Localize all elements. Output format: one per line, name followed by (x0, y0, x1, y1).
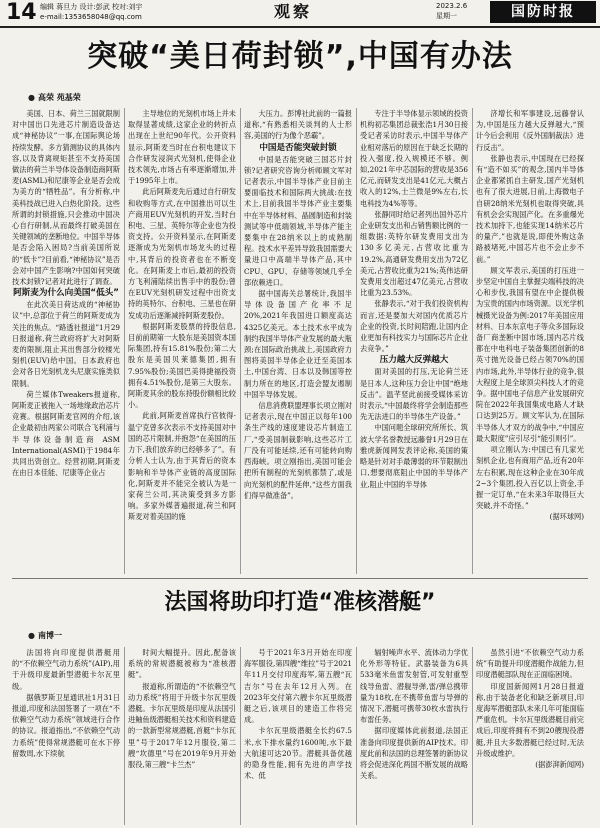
paragraph: 美国、日本、荷兰三国就限制对中国出口先进芯片制造设备达成“神秘协议”一事,在国际舆论场持续发酵。多方猜测协议的具体内容,以及背离规矩甚至不支持美国做法的荷兰半导体设备制造商阿斯麦(ASML)和尼康等企业是否会成为美方的“牺牲品”。有分析称,中美科技战已进入白热化阶段。这些所谓的封锁措施,只会推动中国决心自行研制,从而最终打破美国在关键领域的垄断地位。中国半导体是否会陷入困局?当前美国所说的“低卡”?目前看,“神秘协议”是否会对中国产生影响?中国如何突破技术封锁?记者对此进行了调查。 (12, 109, 120, 287)
paragraph: 在此次美日荷达成的“神秘协议”中,总部位于荷兰的阿斯麦成为关注的焦点。“路透社报道”1月29日报道称,荷兰政府将扩大对阿斯麦的限制,阻止其出售部分较楼光刻机(EUV)给中国。日本政府也会对各日光刻机龙头尼康实施类似限制。 (12, 300, 120, 388)
article2-column-4 (360, 647, 468, 825)
column-divider (124, 108, 125, 574)
paragraph: 法国将向印度提供潜艇用的“不依赖空气动力系统”(AIP),用于升级印度最新型潜艇卡尔瓦里级。 (12, 648, 120, 691)
paragraph: 卡尔瓦里级潜艇全长约67.5米,水下排水量约1600吨,水下最大航速可达20节。潜艇具备优越的隐身性能,拥有先进的声学技术、低 (244, 726, 352, 781)
paragraph: 面对美国的打压,无论荷兰还是日本人,这种压力会让中国“绝地反击”。温芊竖此前接受媒体采访时表示,“中国最终将学会制造那些先无法进口的半导体生产设备。” (360, 367, 468, 422)
article1-column-1 (12, 108, 120, 574)
paragraph: 时间大幅提升。因此,配备该系统的常规潜艇被称为“准核潜艇”。 (128, 648, 236, 680)
page-number: 14 (6, 0, 37, 25)
paragraph: 印度国新闻网1月28日报道称,由于装备老化和缺乏新项目,印度海军潜艇部队未来几年可能面临严重危机。卡尔瓦里级潜艇目前完成后,印度将拥有不到20艘现役潜艇,并且大多数潜艇已经过时,无法升级或维护。 (476, 681, 584, 758)
paragraph: 专注于半导体显示领域的投资机构初芯集团总裁张浩1月30日接受记者采访时表示,中国半导体产业相对落后的原因在于缺乏长期的投入强度,投入规模还不够。例如,2021年中芯国际的营收是356亿元,而研发支出是41亿元,大概占收入的12%,士兰微是9%左右,长电科技为4%等等。 (360, 109, 468, 208)
paragraph: 辐射噪声水平、流体动力学优化外形等特征。武器装备为6具533毫米鱼雷发射管,可发射重型线导鱼雷、潜舰导弹,雷/弹总携带量为18枚,在不携带鱼雷与导弹的情况下,潜艇可携带30枚水雷执行布雷任务。 (360, 648, 468, 725)
paragraph: 主导地位的光刻机市场上并未取得显著成绩,这家企业的转折点出现在上世纪90年代。公开资料显示,阿斯麦当时在台积电建议下合作研发浸润式光刻机,使得企业技术领先,市场占有率逐渐增加,并于1995年上市。 (128, 109, 236, 186)
subheading: 压力越大反弹越大 (379, 355, 449, 366)
article1-column-5 (476, 108, 584, 574)
column-divider (472, 108, 473, 574)
paragraph: 中国问题全球研究所所长、筑波大学名誉教授远藤誉1月29日在雅虎新闻网发表评论称,美国的策略是针对对手最薄弱的环节限制出口,想要彻底阻止中国的半导体产业,阻止中国的半导体 (360, 423, 468, 489)
paragraph: 根据阿斯麦股票的持股信息,目前前期第一大股东是美国资本国际集团,持有15.81%股份;第二大股东是美国贝莱德集团,拥有7.95%股份;美国巴美得捷福投资拥有4.51%股份,是第三大股东。阿斯麦其余的股东持股份额相比较小。 (128, 321, 236, 410)
subheading: 阿斯麦为什么向美国“低头” (13, 288, 119, 299)
paragraph: 据中国海关总署统计,我国半导体设备国产化率不足20%,2021年我国进口额度高达4325亿美元。本土技术水平成为制约我国半导体产业发展的最大瓶颈;在国际政治挑战上,美国政府力图将美国半导体企业迁至美国本土,中国台湾、日本以及韩国等控制力所在的地区,打造会盟友遏制中国半导体发展。 (244, 289, 352, 399)
article1-byline (28, 93, 81, 103)
source-credit: (据澎湃新闻网) (535, 760, 584, 770)
subheading: 中国是否能突破封锁 (259, 142, 337, 153)
header-rule (0, 26, 600, 28)
paragraph: 据印度媒体此前报道,法国正准备向印度提供新的AIP技术。印度此前和法国的总理签署的新协议将会促进深化两国不断发展的战略关系。 (360, 726, 468, 781)
paragraph: 中国是否能突破三国芯片封锁?记者研究咨询分析师顾文军对记者表示,中国半导体产业目前主要面临技术和国际两大挑战:在技术上,目前我国半导体产业主要集中在半导体材料、晶圆制造和封装测试等中低端领域,半导体产能主要集中在28纳米以上的成熟制程。技术水平差异导致我国需要大量进口中高端半导体产品,其中CPU、GPU、存储等领域几乎全部依赖进口。 (244, 154, 352, 287)
newspaper-masthead: 国防时报 (490, 1, 596, 23)
article1-column-2 (128, 108, 236, 574)
paragraph: 项立刚认为:中国已有几家光刻机企业,也有商用产品,近有20年左右积累,现在这种企业在30年成2~3个集团,投入百亿以上资金,手握一定订单,“在未来3年取得巨大突破,并不奇怪。” (476, 445, 584, 511)
editor-credits: 编辑 蒋旦力 设计:彭武 校对:刘宇 (40, 3, 143, 11)
page-header (0, 0, 600, 28)
paragraph: 张静表示,“对于我们投资机构而言,还是要加大对国内优质芯片企业的投资,长时间陪跑,让国内企业更加有科技实力与国际芯片企业去竞争。” (360, 299, 468, 354)
byline-bullet-icon: ● (28, 631, 35, 640)
paragraph: 此后阿斯麦先后通过自行研发和收购等方式,在中国推出可以生产商用EUV光刻机的开发,当时台积电、三星、英特尔等企业也为投资支持。公开资料显示,在阿斯麦逐渐成为光刻机市场龙头的过程中,其背后的投资者也在不断变化。在阿斯麦上市后,最初的投资方飞利浦陆续出售手中的股份;曾在EUV光刻机研发过程中出资支持的英特尔、台积电、三星也在研发成功后逐渐减持阿斯麦股份。 (128, 187, 236, 320)
paragraph: 济增长和军事建设,远藤誉认为,中国是压力越大反弹越大,“预计今后会利用《反外国制裁法》进行反击”。 (476, 109, 584, 152)
paragraph: 荷兰媒体Tweakers报道称,阿斯麦正被拖入一场地缘政治芯片竞赛。根据阿斯麦官网的介绍,该企业最初由两家公司联合飞利浦与半导体设备制造商 ASM International(ASMI)于1984年共同出资创立。经营初期,阿斯麦在由日本佳能、尼康等企业占 (12, 389, 120, 478)
paragraph: 顾文军表示,美国的打压进一步坚定中国自主掌握尖端科技的决心和步伐,我国有望在中企提供极为宝贵的国内市场资源。以光学机械摄光设备为例:2017年美国应用材料、日本东京电子等众多国际设备厂商垄断中国市场,国内芯片线都在中电科电子装备集团创新的8英寸抛光设备已经占领70%的国内市场,此外,半导体行业的竞争,很大程度上是全球顶尖科技人才的竞争。据中国电子信息产业发展研究院在2022年我国集成电路人才缺口达到25万。顾文军认为,在国际半导体人才双方的战争中,“中国应最大限度”应引尽引“能引则引”。 (476, 265, 584, 443)
editor-email: e-mail:1353658048@qq.com (40, 13, 142, 21)
article1-column-3 (244, 108, 352, 574)
article-divider (12, 578, 588, 579)
issue-date: 2023.2.6 (436, 2, 468, 10)
paragraph: 此前,阿斯麦首席执行官彼得·温宁克曾多次表示不支持美国对中国的芯片限制,并抱怨“在美国的压力下,我们放弃的已经够多了”。有分析人士认为,由于其背后的资本影响和半导体产业链的高度国际化,阿斯麦并不能完全被认为是一家荷兰公司,其决策受到多方影响。多家外媒普遍报道,荷兰和阿斯麦对着美国的施 (128, 411, 236, 522)
article1-column-4 (360, 108, 468, 574)
section-title: 观察 (274, 2, 313, 21)
paragraph: 大压力。彭博社此前的一篇报道称,“有熟悉相关谈判的人士形容,美国的行为像个恶霸”。 (244, 109, 352, 141)
paragraph: 张静也表示,中国现在已经探有“造不如买”的观念,国内半导体企业都紧抓自主研发,国产光刻机也有了很大进展,日前,上海微电子自研28纳米光刻机也取得突破,具有机会会实现国产化。在多重爆光技术加持下,也能实现14纳米芯片的量产,”也就是说,即使外购这条路被堵死,中国芯片也不会止步不前。” (476, 153, 584, 264)
paragraph: 张静同时给记者列出国外芯片企业研发支出和占销售额比例的一组数据:英特尔研发费用支出为130多亿美元,占营收比重为19.2%,高通研发费用支出为72亿美元,占营收比重为21%;英伟达研发费用支出超过47亿美元,占营收比重为23.53%。 (360, 209, 468, 298)
paragraph: 号于2021年3月开始在印度海军服役,第四艘“维拉”号于2021年11月交付印度海军,第五艘“瓦吉尔”号在去年12月入列。在2023年交付第六艘卡尔瓦里级潜艇之后,该项目的建造工作将完成。 (244, 648, 352, 725)
column-divider (240, 108, 241, 574)
column-divider (356, 647, 357, 825)
column-divider (472, 647, 473, 825)
column-divider (124, 647, 125, 825)
article2-column-2 (128, 647, 236, 825)
article2-byline (28, 631, 62, 641)
article2-headline: 法国将助印打造“准核潜艇” (164, 590, 436, 615)
paragraph: 虽然引进“不依赖空气动力系统”有助提升印度潜艇作战能力,但印度潜艇部队现在正面临困境。 (476, 648, 584, 680)
column-divider (356, 108, 357, 574)
source-credit: (据环球网) (549, 512, 584, 522)
paragraph: 据俄罗斯卫星通讯社1月31日报道,印度和法国签署了一项在“不依赖空气动力系统”领域进行合作的协议。报道指出,“不依赖空气动力系统”使得常规潜艇可在水下停留数周,水下续航 (12, 692, 120, 758)
article2-column-3 (244, 647, 352, 825)
article1-author: 高荣 苑基荣 (37, 93, 81, 102)
article2-column-5 (476, 647, 584, 825)
issue-weekday: 星期一 (436, 12, 457, 20)
byline-bullet-icon: ● (28, 93, 35, 102)
article2-column-1 (12, 647, 120, 825)
article2-author: 南博一 (37, 631, 62, 640)
paragraph: 报道称,所谓造的“不依赖空气动力系统”将用于升级卡尔瓦里级潜艇。卡尔瓦里级是印度从法国引进鲉鱼级潜艇相关技术和资料建造的一款新型常规潜艇,首艇“卡尔瓦里”号于2017年12月服役,第二艘“坎德里”号在2019年9月开始服役,第三艘“卡兰杰” (128, 681, 236, 770)
article1-headline: 突破“美日荷封锁”,中国有办法 (87, 39, 513, 74)
column-divider (240, 647, 241, 825)
paragraph: 信息消费联盟理事长项立刚对记者表示,现在中国正以每年100条生产线的速度建设芯片制造工厂,“受美国制裁影响,这些芯片工厂没有可能延续,还有可能转向购西海峡。项立刚指出,美国可能会把所有制程的光刻机都禁了,或是向光刻机的配件延伸,“这些方面我们得早做准备”。 (244, 401, 352, 500)
